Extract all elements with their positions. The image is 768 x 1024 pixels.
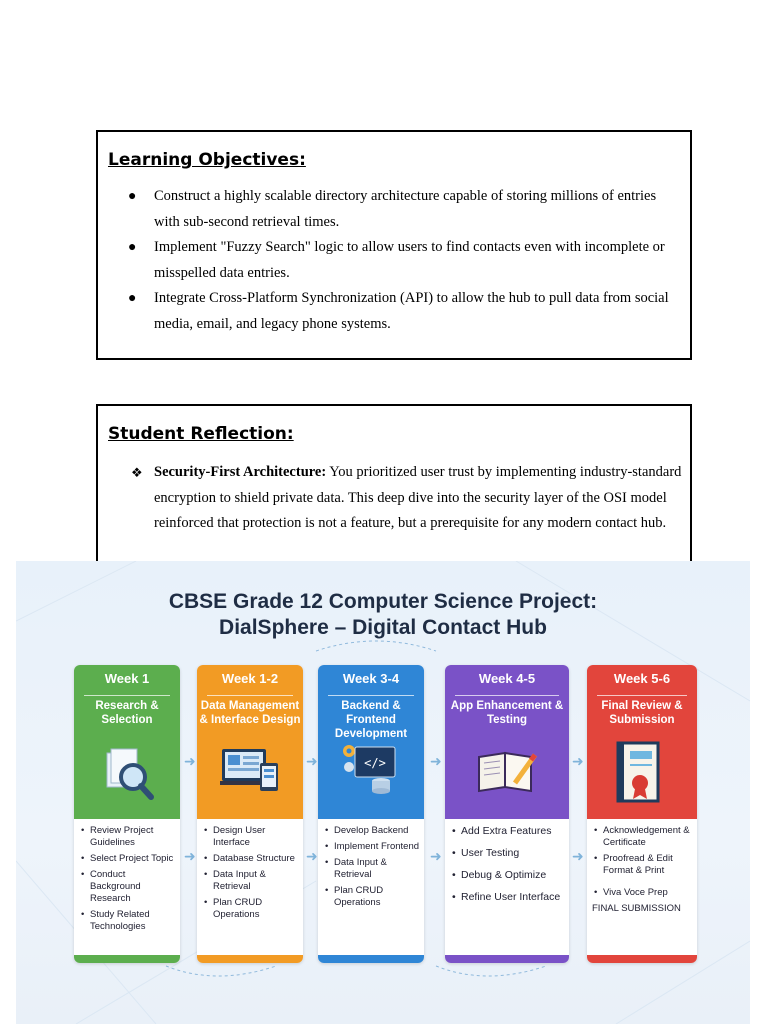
final-submission-label: FINAL SUBMISSION (592, 903, 681, 914)
infographic-title-line1: CBSE Grade 12 Computer Science Project: (168, 590, 598, 613)
task-list (318, 825, 424, 913)
arrow-right-icon: ➜ (184, 849, 196, 865)
column-header (445, 665, 569, 819)
week-label: Week 4-5 (478, 671, 536, 686)
reflection-text: You prioritized user trust by implementing industry-standard encryption to shield private data. This deep dive into the security layer of the OSI model reinforced that protection is not a feature, but a prerequisite for any modern contact hub. (154, 464, 682, 531)
phase-label: Research & Selection (95, 700, 159, 726)
task-list (587, 825, 697, 919)
list-item: • Data Input & Retrieval (318, 857, 424, 881)
phase-label: Final Review & Submission (601, 700, 683, 726)
column-header (197, 665, 303, 819)
list-item: • Proofread & Edit Format & Print (587, 853, 697, 877)
list-item: • Plan CRUD Operations (318, 885, 424, 909)
list-item: • Select Project Topic (74, 853, 180, 865)
student-reflection-heading: Student Reflection: (108, 424, 294, 444)
list-item: • Acknowledgement & Certificate (587, 825, 697, 849)
column-header (587, 665, 697, 819)
list-item: • Database Structure (197, 853, 303, 865)
week-column-2 (197, 665, 303, 963)
list-item: ● Implement "Fuzzy Search" logic to allow users to find contacts even with incomplete or misspelled data entries. (98, 235, 690, 286)
week-column-3 (318, 665, 424, 963)
list-item: ● Integrate Cross-Platform Synchronization (API) to allow the hub to pull data from social media, email, and legacy phone systems. (98, 286, 690, 337)
list-item: • Plan CRUD Operations (197, 897, 303, 921)
monitor-tablet-icon (220, 737, 280, 807)
list-item: • Study Related Technologies (74, 909, 180, 933)
task-list (74, 825, 180, 937)
reflection-list (98, 460, 690, 537)
week-label: Week 1-2 (221, 671, 279, 686)
code-gears-icon (341, 737, 401, 807)
list-item: • Implement Frontend (318, 841, 424, 853)
arrow-right-icon: ➜ (430, 754, 442, 770)
magnifier-documents-icon (97, 737, 157, 807)
arrow-right-icon: ➜ (430, 849, 442, 865)
week-label: Week 3-4 (342, 671, 400, 686)
learning-objectives-box (96, 130, 692, 360)
arrow-right-icon: ➜ (306, 754, 318, 770)
column-header (318, 665, 424, 819)
arrow-right-icon: ➜ (306, 849, 318, 865)
objectives-list (98, 184, 690, 337)
week-label: Week 5-6 (613, 671, 671, 686)
list-item: • Design User Interface (197, 825, 303, 849)
phase-label: Data Management & Interface Design (199, 700, 301, 726)
list-item: ● Construct a highly scalable directory architecture capable of storing millions of entries with sub-second retrieval times. (98, 184, 690, 235)
column-header (74, 665, 180, 819)
book-pencil-icon (475, 737, 535, 807)
list-item: • Debug & Optimize (445, 869, 569, 881)
task-list (445, 825, 569, 907)
list-item: • Conduct Background Research (74, 869, 180, 905)
infographic-title-line2: DialSphere – Digital Contact Hub (219, 616, 547, 639)
certificate-icon (610, 737, 670, 807)
week-column-1 (74, 665, 180, 963)
week-label: Week 1 (104, 671, 150, 686)
task-list (197, 825, 303, 925)
bullet-icon: ● (128, 189, 137, 204)
list-item: • Viva Voce Prep (587, 887, 697, 899)
reflection-lead: Security-First Architecture: (154, 464, 327, 480)
bullet-icon: ● (128, 240, 137, 255)
arrow-right-icon: ➜ (572, 849, 584, 865)
list-item: • User Testing (445, 847, 569, 859)
phase-label: App Enhancement & Testing (450, 700, 564, 726)
list-item: • Data Input & Retrieval (197, 869, 303, 893)
list-item: • Refine User Interface (445, 891, 569, 903)
phase-label: Backend & Frontend Development (334, 700, 408, 740)
list-item: • Add Extra Features (445, 825, 569, 837)
svg-text:</>: </> (364, 756, 386, 770)
list-item: • Develop Backend (318, 825, 424, 837)
week-column-5 (587, 665, 697, 963)
diamond-bullet-icon: ❖ (131, 465, 143, 480)
list-item: • Review Project Guidelines (74, 825, 180, 849)
arrow-right-icon: ➜ (184, 754, 196, 770)
list-item (98, 460, 690, 537)
project-timeline-infographic (16, 561, 750, 1024)
learning-objectives-heading: Learning Objectives: (108, 150, 306, 170)
arrow-right-icon: ➜ (572, 754, 584, 770)
week-column-4 (445, 665, 569, 963)
bullet-icon: ● (128, 291, 137, 306)
